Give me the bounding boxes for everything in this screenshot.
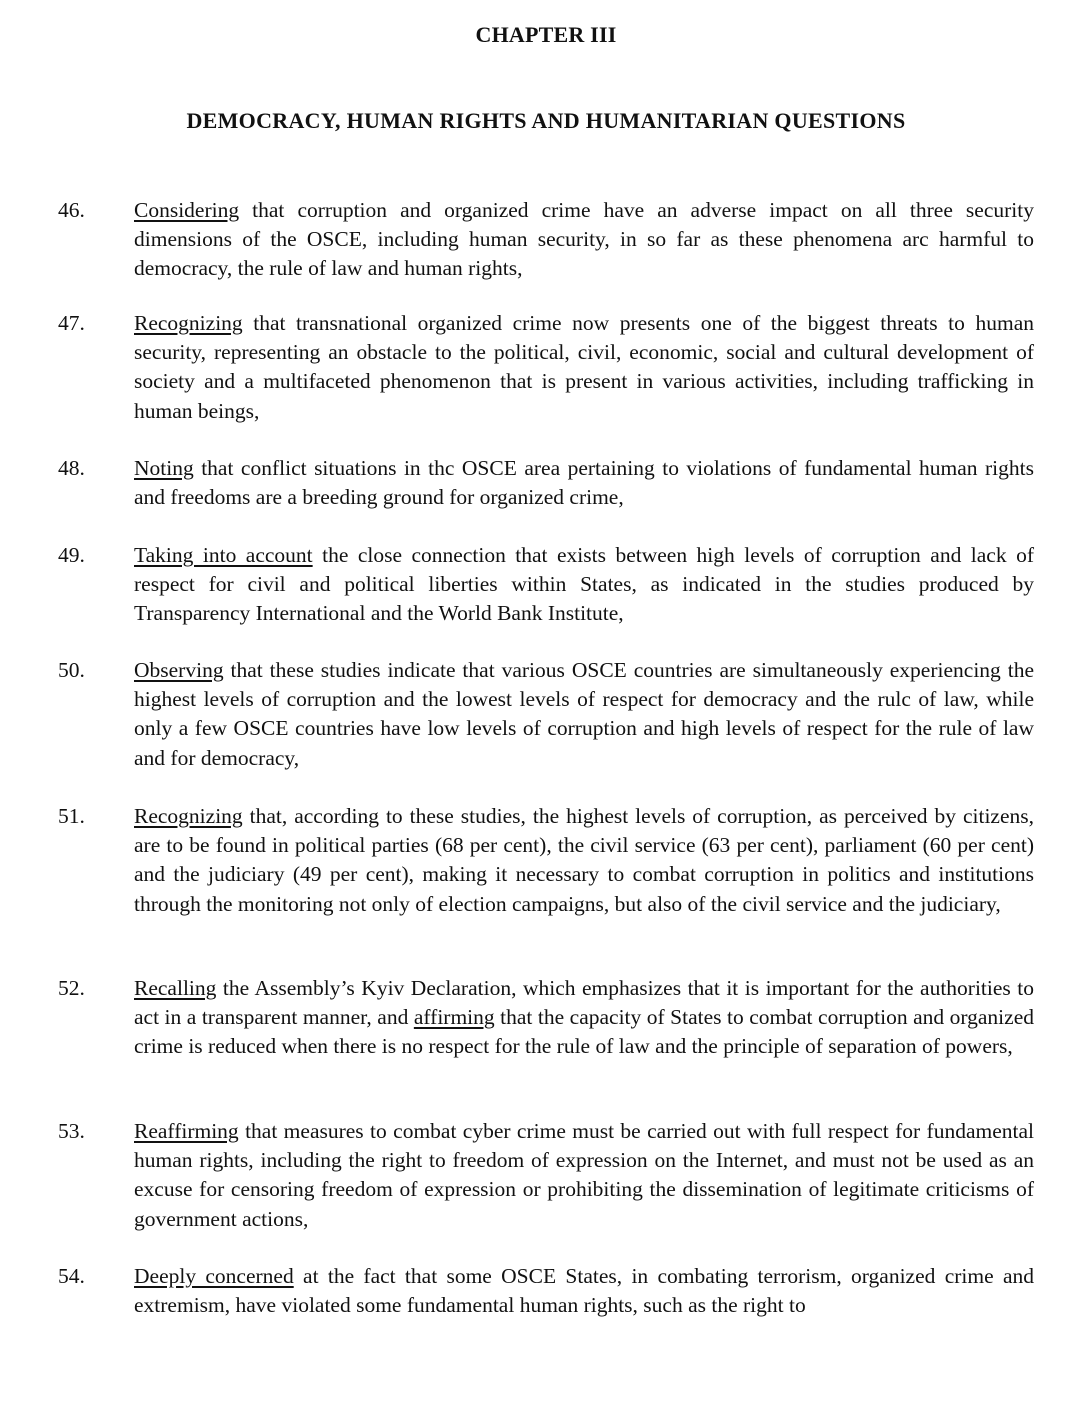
paragraph-number: 48.	[58, 456, 85, 480]
paragraph-text	[134, 974, 1034, 1062]
paragraph-number: 52.	[58, 976, 85, 1000]
paragraph-46	[58, 196, 1034, 284]
paragraph-body: that these studies indicate that various OSCE countries are simultaneously experiencing the highest levels of corruption and the lowest levels of respect for democracy and the rulc of law, while only a few OSCE countries have low levels of corruption and high levels of respect for the rule of law and for democracy,	[134, 658, 1034, 770]
paragraph-lead: Deeply concerned	[134, 1264, 294, 1288]
paragraph-body: the close connection that exists between high levels of corruption and lack of respect for civil and political liberties within States, as indicated in the studies produced by Transparency International and the World Bank Institute,	[134, 543, 1034, 626]
paragraph-lead-secondary: affirming	[413, 1005, 495, 1030]
paragraph-lead: Taking into account	[134, 543, 313, 567]
paragraph-47	[58, 309, 1034, 426]
paragraph-body: that measures to combat cyber crime must be carried out with full respect for fundamental human rights, including the right to freedom of expression on the Internet, and must not be used as an excuse for censoring freedom of expression or prohibiting the dissemination of legitimate criticisms of government actions,	[134, 1119, 1034, 1231]
paragraph-number: 50.	[58, 658, 85, 682]
paragraph-lead: Noting	[134, 456, 194, 480]
paragraph-54	[58, 1262, 1034, 1320]
section-heading: DEMOCRACY, HUMAN RIGHTS AND HUMANITARIAN QUESTIONS	[186, 108, 906, 133]
paragraph-lead: Observing	[134, 658, 224, 682]
paragraph-body: that corruption and organized crime have an adverse impact on all three security dimensions of the OSCE, including human security, in so far as these phenomena arc harmful to democracy, the rule of law and human rights,	[134, 198, 1034, 281]
paragraph-text	[134, 541, 1034, 629]
paragraph-49	[58, 541, 1034, 629]
paragraph-body: that, according to these studies, the highest levels of corruption, as perceived by citizens, are to be found in political parties (68 per cent), the civil service (63 per cent), parliament (60 per cent) and the judiciary (49 per cent), making it necessary to combat corruption in politics and institutions through the monitoring not only of election campaigns, but also of the civil service and the judiciary,	[134, 804, 1034, 916]
paragraph-lead: Reaffirming	[134, 1119, 239, 1143]
paragraph-number: 53.	[58, 1119, 85, 1143]
paragraph-lead: Recognizing	[134, 804, 243, 828]
paragraph-text	[134, 1262, 1034, 1320]
paragraph-body-continued: that the capacity of States to combat corruption and organized crime is reduced when there is no respect for the rule of law and the principle of separation of powers,	[134, 1005, 1034, 1059]
paragraph-50	[58, 656, 1034, 773]
paragraph-number: 47.	[58, 311, 85, 335]
paragraph-51	[58, 802, 1034, 919]
paragraph-body: at the fact that some OSCE States, in combating terrorism, organized crime and extremism, have violated some fundamental human rights, such as the right to	[134, 1264, 1034, 1318]
paragraph-number: 49.	[58, 543, 85, 567]
paragraph-text	[134, 656, 1034, 773]
paragraph-53	[58, 1117, 1034, 1234]
chapter-heading: CHAPTER III	[475, 22, 617, 47]
paragraph-lead: Recalling	[134, 976, 217, 1000]
paragraph-body: that conflict situations in thc OSCE area pertaining to violations of fundamental human rights and freedoms are a breeding ground for organized crime,	[134, 456, 1034, 510]
paragraph-text	[134, 454, 1034, 512]
paragraph-text	[134, 309, 1034, 426]
paragraph-text	[134, 802, 1034, 919]
paragraph-number: 46.	[58, 198, 85, 222]
paragraph-number: 54.	[58, 1264, 85, 1288]
paragraph-number: 51.	[58, 804, 85, 828]
paragraph-48	[58, 454, 1034, 512]
paragraph-lead: Considering	[134, 198, 240, 222]
paragraph-text	[134, 196, 1034, 284]
paragraph-lead: Recognizing	[134, 311, 243, 335]
paragraph-52	[58, 974, 1034, 1062]
paragraph-body: that transnational organized crime now presents one of the biggest threats to human security, representing an obstacle to the political, civil, economic, social and cultural development of society and a multifaceted phenomenon that is present in various activities, including trafficking in human beings,	[134, 311, 1034, 423]
paragraph-body: the Assembly’s Kyiv Declaration, which emphasizes that it is important for the authorities to act in a transparent manner, and	[134, 976, 1034, 1030]
paragraph-text	[134, 1117, 1034, 1234]
